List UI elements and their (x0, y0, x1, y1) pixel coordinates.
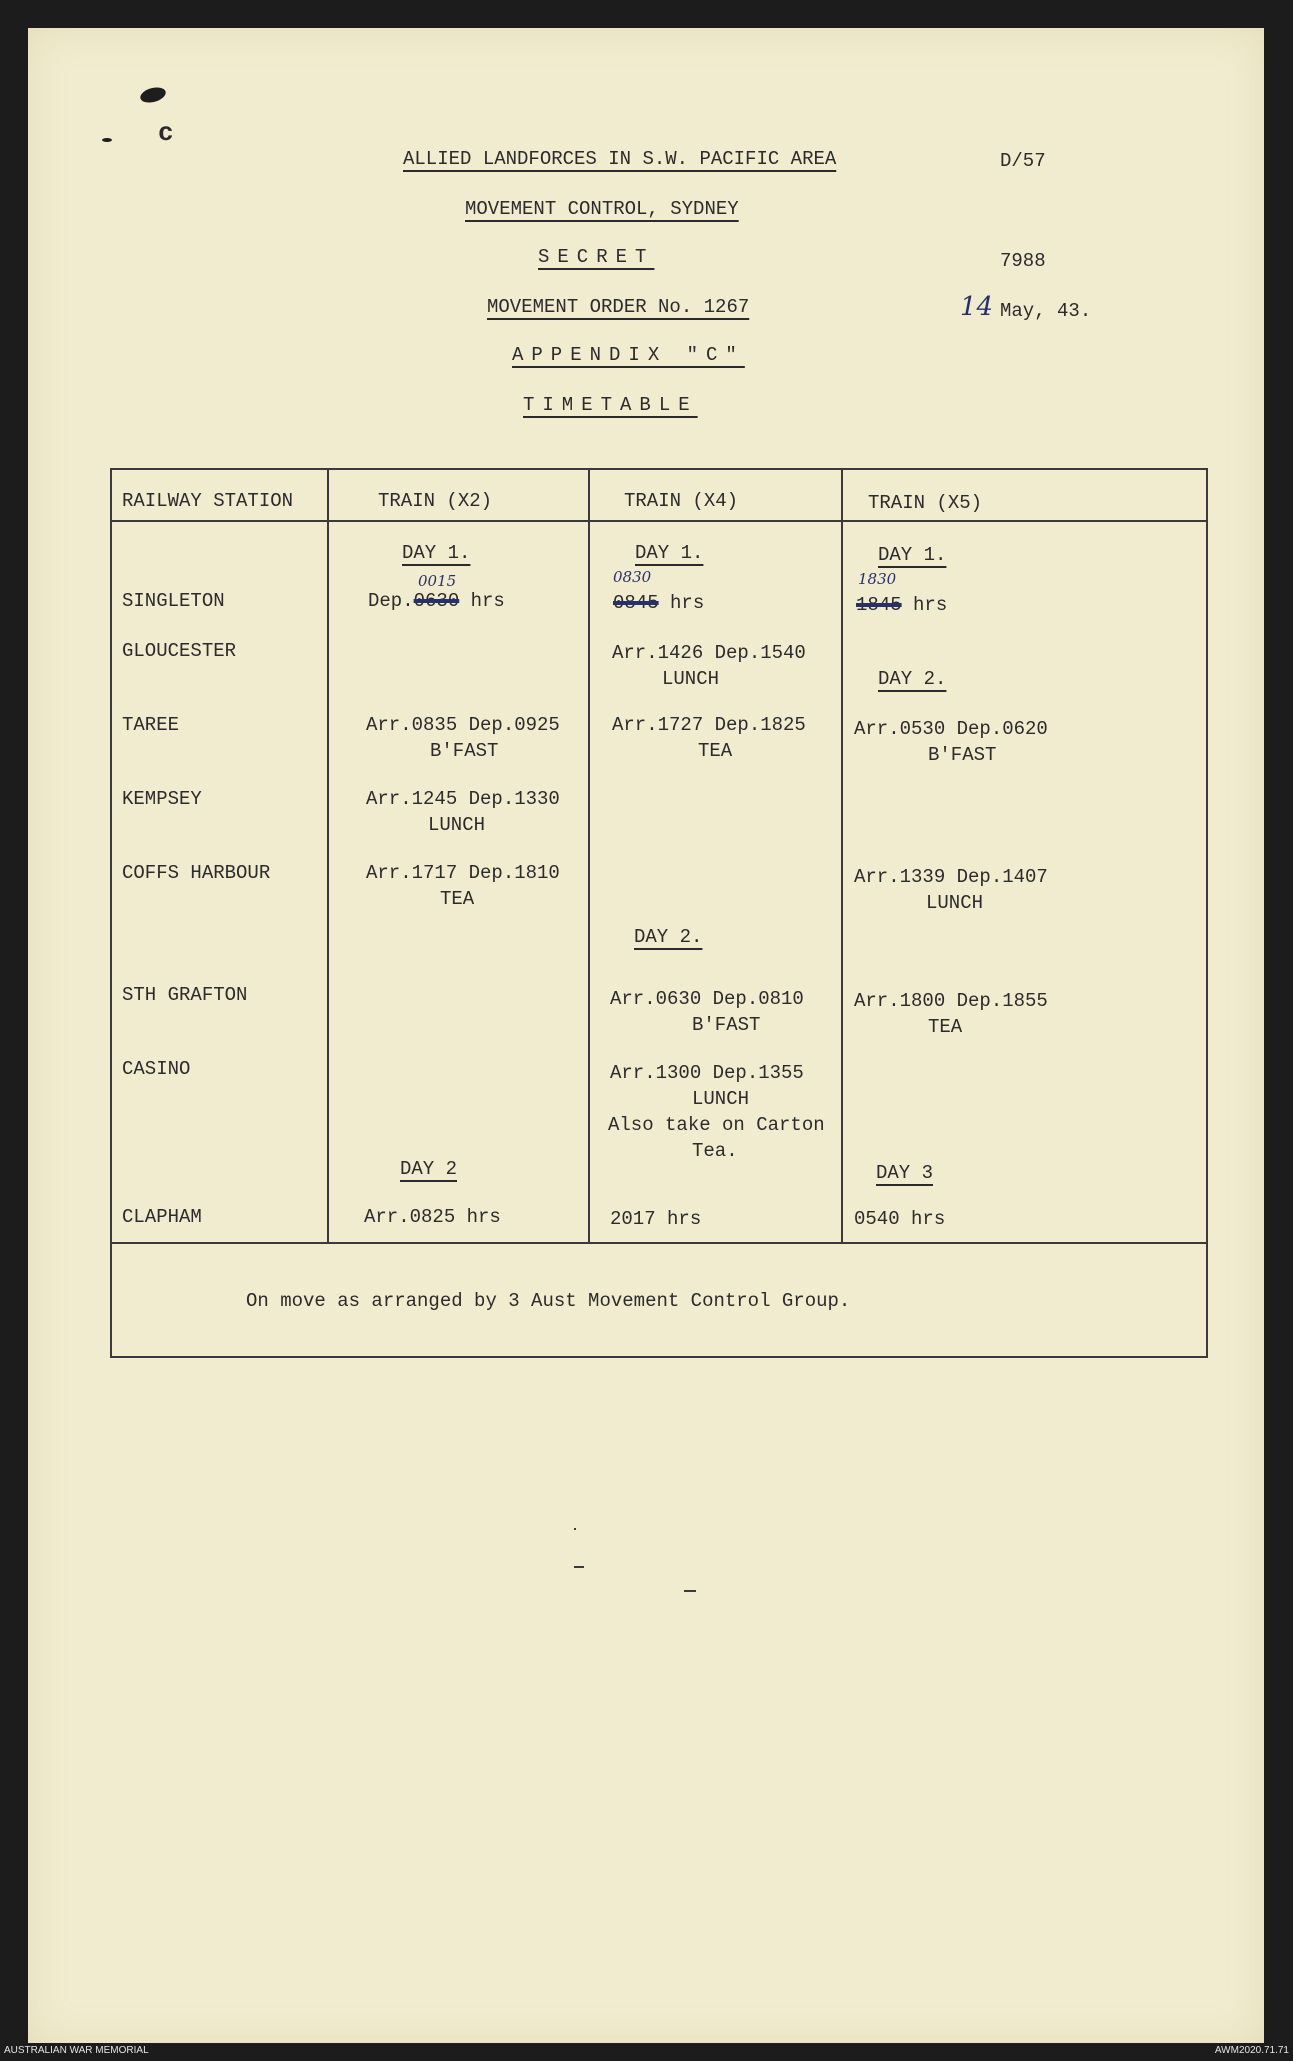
x5-day-2: DAY 2. (878, 668, 947, 690)
reference-code: D/57 (1000, 150, 1046, 172)
header-train-x2: TRAIN (X2) (378, 490, 493, 512)
x4-singleton-suffix: hrs (670, 592, 705, 614)
table-left-border (110, 468, 112, 1358)
x2-kempsey: Arr.1245 Dep.1330 (366, 788, 560, 810)
x2-singleton-suffix: hrs (470, 590, 505, 612)
footer-strip (0, 2043, 1293, 2061)
document-page (28, 28, 1264, 2043)
x4-gloucester-meal: LUNCH (662, 668, 720, 690)
footer-right: AWM2020.71.71 (1214, 2045, 1289, 2056)
station-taree: TAREE (122, 714, 180, 736)
x4-singleton-time (613, 592, 704, 614)
table-right-border (1206, 468, 1208, 1358)
column-divider (588, 468, 590, 1244)
stray-mark (684, 1590, 696, 1592)
x2-taree: Arr.0835 Dep.0925 (366, 714, 560, 736)
reference-number: 7988 (1000, 250, 1046, 272)
station-clapham: CLAPHAM (122, 1206, 202, 1228)
classification: SECRET (538, 246, 655, 268)
x4-day-2: DAY 2. (634, 926, 703, 948)
x2-singleton-time (368, 590, 505, 612)
x5-grafton-meal: TEA (928, 1016, 963, 1038)
movement-order: MOVEMENT ORDER No. 1267 (487, 296, 750, 318)
x4-day-1: DAY 1. (635, 542, 704, 564)
appendix-title: APPENDIX "C" (512, 344, 745, 366)
note-bottom-border (110, 1356, 1208, 1358)
x2-day-2: DAY 2 (400, 1158, 458, 1180)
stray-mark (574, 1528, 576, 1530)
header-line-2: MOVEMENT CONTROL, SYDNEY (465, 198, 739, 220)
station-casino: CASINO (122, 1058, 191, 1080)
x4-singleton-struck: 0845 (613, 592, 659, 614)
x5-taree: Arr.0530 Dep.0620 (854, 718, 1048, 740)
header-line-1: ALLIED LANDFORCES IN S.W. PACIFIC AREA (403, 148, 837, 170)
station-singleton: SINGLETON (122, 590, 225, 612)
x2-singleton-handwritten: 0015 (418, 572, 457, 590)
station-gloucester: GLOUCESTER (122, 640, 237, 662)
x4-singleton-handwritten: 0830 (613, 568, 652, 586)
x5-coffs-meal: LUNCH (926, 892, 984, 914)
header-railway-station: RAILWAY STATION (122, 490, 294, 512)
date-handwritten: 14 (960, 292, 994, 322)
station-sth-grafton: STH GRAFTON (122, 984, 248, 1006)
header-train-x4: TRAIN (X4) (624, 490, 739, 512)
x5-coffs: Arr.1339 Dep.1407 (854, 866, 1048, 888)
header-train-x5: TRAIN (X5) (868, 492, 983, 514)
x2-clapham: Arr.0825 hrs (364, 1206, 501, 1228)
movement-note: On move as arranged by 3 Aust Movement Control Group. (246, 1290, 851, 1312)
x5-singleton-suffix: hrs (913, 594, 948, 616)
x5-clapham: 0540 hrs (854, 1208, 946, 1230)
x2-coffs: Arr.1717 Dep.1810 (366, 862, 560, 884)
ink-smudge (139, 85, 168, 105)
x5-taree-meal: B'FAST (928, 744, 997, 766)
x4-gloucester: Arr.1426 Dep.1540 (612, 642, 806, 664)
x4-taree-meal: TEA (698, 740, 733, 762)
x4-casino: Arr.1300 Dep.1355 (610, 1062, 804, 1084)
column-divider (327, 468, 329, 1244)
x4-taree: Arr.1727 Dep.1825 (612, 714, 806, 736)
x5-grafton: Arr.1800 Dep.1855 (854, 990, 1048, 1012)
corner-mark: c (158, 118, 174, 148)
x5-singleton-handwritten: 1830 (858, 570, 897, 588)
x2-singleton-struck: 0630 (413, 590, 460, 612)
x4-grafton: Arr.0630 Dep.0810 (610, 988, 804, 1010)
x2-kempsey-meal: LUNCH (428, 814, 486, 836)
table-body-bottom (110, 1242, 1208, 1244)
x4-casino-note-2: Tea. (692, 1140, 738, 1162)
x4-clapham: 2017 hrs (610, 1208, 702, 1230)
x4-grafton-meal: B'FAST (692, 1014, 761, 1036)
station-coffs-harbour: COFFS HARBOUR (122, 862, 271, 884)
x2-coffs-meal: TEA (440, 888, 475, 910)
date-typed: May, 43. (1000, 300, 1092, 322)
column-divider (841, 468, 843, 1244)
table-header-border (110, 520, 1208, 522)
x2-taree-meal: B'FAST (430, 740, 499, 762)
x5-day-3: DAY 3 (876, 1162, 934, 1184)
x4-casino-meal: LUNCH (692, 1088, 750, 1110)
x2-day-1: DAY 1. (402, 542, 471, 564)
station-kempsey: KEMPSEY (122, 788, 202, 810)
footer-left: AUSTRALIAN WAR MEMORIAL (4, 2045, 149, 2056)
x2-singleton-prefix: Dep. (368, 590, 414, 612)
stray-mark (574, 1566, 584, 1568)
ink-smudge (102, 138, 112, 142)
x5-day-1: DAY 1. (878, 544, 947, 566)
x5-singleton-struck: 1845 (856, 594, 902, 616)
table-top-border (110, 468, 1208, 470)
x5-singleton-time (856, 594, 947, 616)
timetable-title: TIMETABLE (523, 394, 698, 416)
x4-casino-note: Also take on Carton (608, 1114, 825, 1136)
